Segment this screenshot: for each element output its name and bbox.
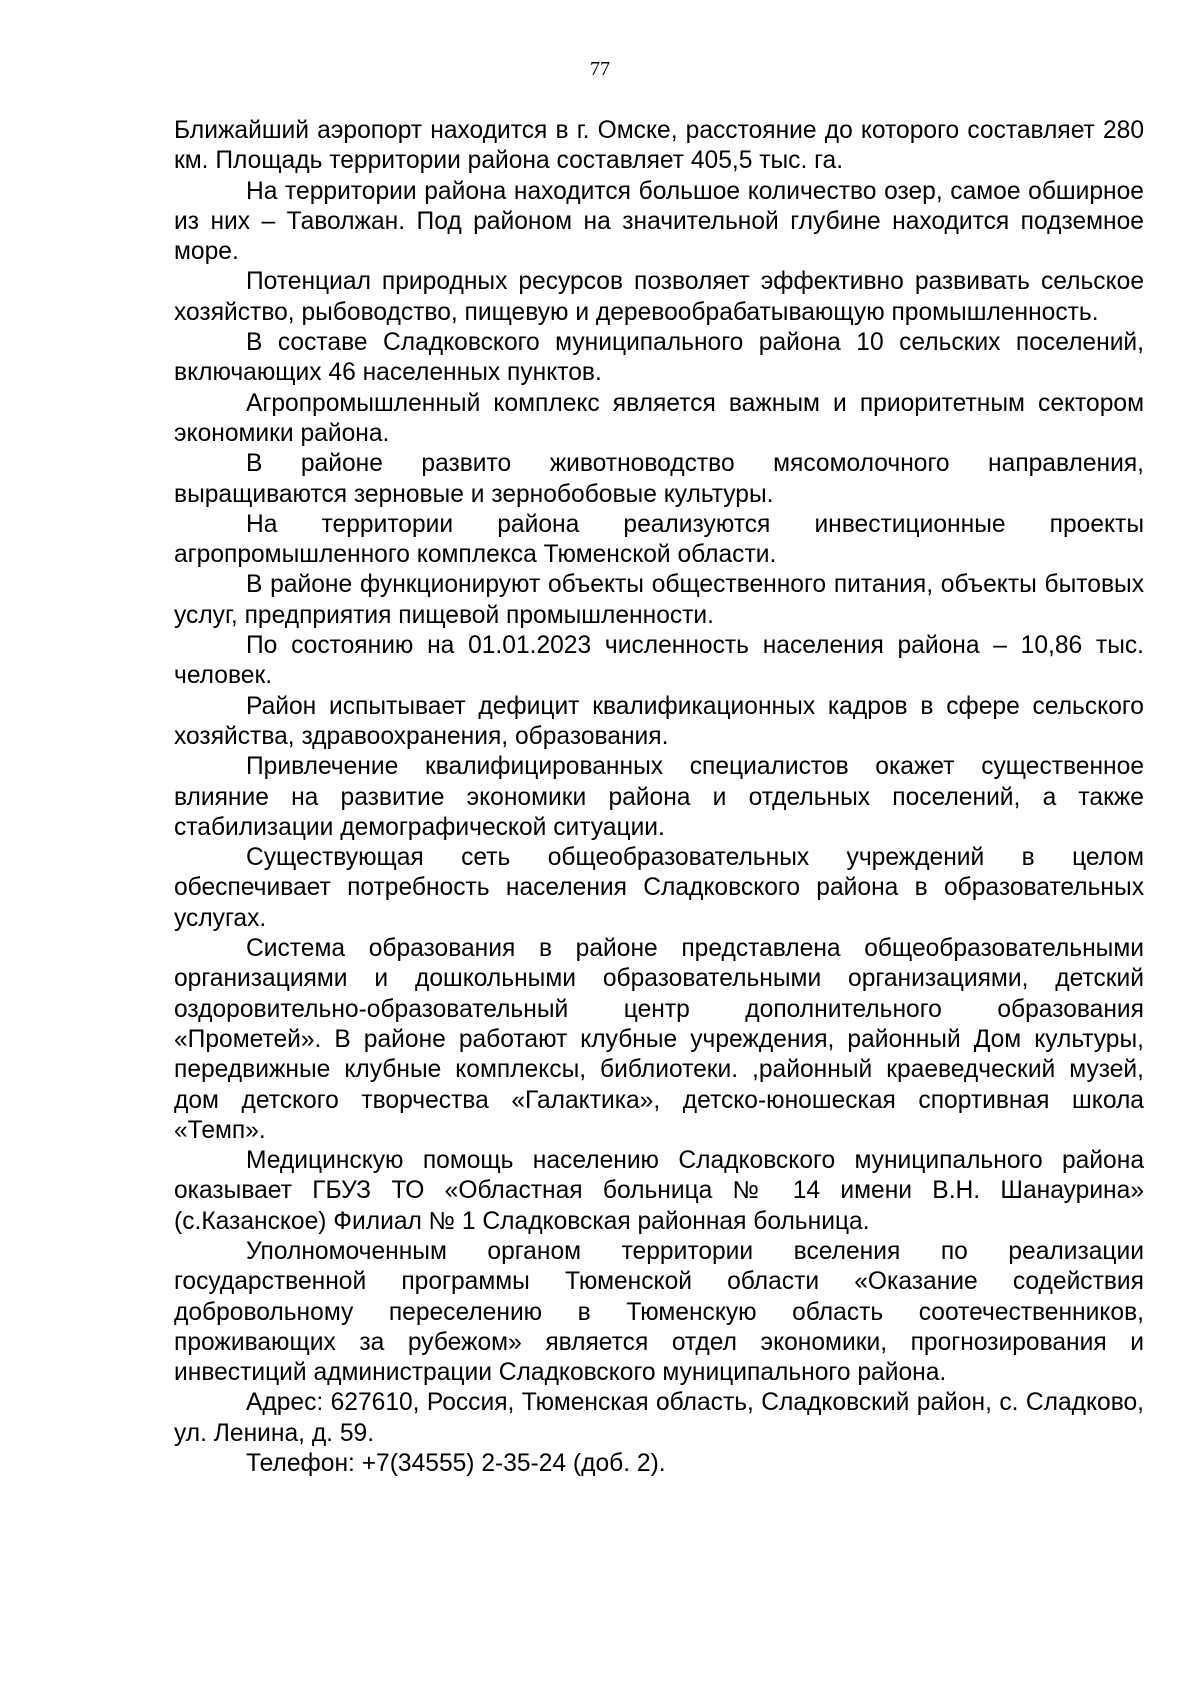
paragraph-medical: Медицинскую помощь населению Сладковского муниципального района оказывает ГБУЗ ТО «Областная больница № 14 имени В.Н. Шанаурина» (с.Казанское) Филиал № 1 Сладковская районная больница. [174,1147,1144,1235]
paragraph-investment-projects: На территории района реализуются инвестиционные проекты агропромышленного комплекса Тюменской области. [174,510,1144,569]
paragraph-agro-complex: Агропромышленный комплекс является важным и приоритетным сектором экономики района. [174,389,1144,447]
paragraph-address: Адрес: 627610, Россия, Тюменская область, Сладковский район, с. Сладково, ул. Ленина, д. 59. [174,1389,1144,1447]
paragraph-services: В районе функционируют объекты общественного питания, объекты бытовых услуг, предприятия пищевой промышленности. [174,571,1144,629]
paragraph-phone: Телефон: +7(34555) 2-35-24 (доб. 2). [246,1450,666,1478]
paragraph-settlements: В составе Сладковского муниципального района 10 сельских поселений, включающих 46 населенных пунктов. [174,329,1144,387]
paragraph-lakes: На территории района находится большое количество озер, самое обширное из них – Таволжан. Под районом на значительной глубине находится подземное море. [174,177,1144,266]
document-body [174,116,1144,1479]
paragraph-airport: Ближайший аэропорт находится в г. Омске, расстояние до которого составляет 280 км. Площадь территории района составляет 405,5 тыс. га. [174,117,1144,175]
page-number: 77 [590,58,610,80]
paragraph-education-system: Система образования в районе представлена общеобразовательными организациями и дошкольными образовательными организациями, детский оздоровительно-образовательный центр дополнительного образования «Прометей». В районе работают клубные учреждения, районный Дом культуры, передвижные клубные комплексы, библиотеки. ,районный краеведческий музей, дом детского творчества «Галактика», детско-юношеская спортивная школа «Темп». [174,935,1144,1144]
paragraph-resources: Потенциал природных ресурсов позволяет эффективно развивать сельское хозяйство, рыбоводство, пищевую и деревообрабатывающую промышленность. [174,268,1144,326]
paragraph-schools: Существующая сеть общеобразовательных учреждений в целом обеспечивает потребность населения Сладковского района в образовательных услугах. [174,844,1144,932]
paragraph-specialists: Привлечение квалифицированных специалистов окажет существенное влияние на развитие экономики района и отдельных поселений, а также стабилизации демографической ситуации. [174,753,1144,841]
paragraph-staff-deficit: Район испытывает дефицит квалификационных кадров в сфере сельского хозяйства, здравоохранения, образования. [174,692,1144,750]
paragraph-livestock: В районе развито животноводство мясомолочного направления, выращиваются зерновые и зернобобовые культуры. [174,450,1144,508]
paragraph-authority: Уполномоченным органом территории вселения по реализации государственной программы Тюменской области «Оказание содействия добровольному переселению в Тюменскую область соотечественников, проживающих за рубежом» является отдел экономики, прогнозирования и инвестиций администрации Сладковского муниципального района. [174,1237,1144,1387]
paragraph-population: По состоянию на 01.01.2023 численность населения района – 10,86 тыс. человек. [174,632,1144,690]
